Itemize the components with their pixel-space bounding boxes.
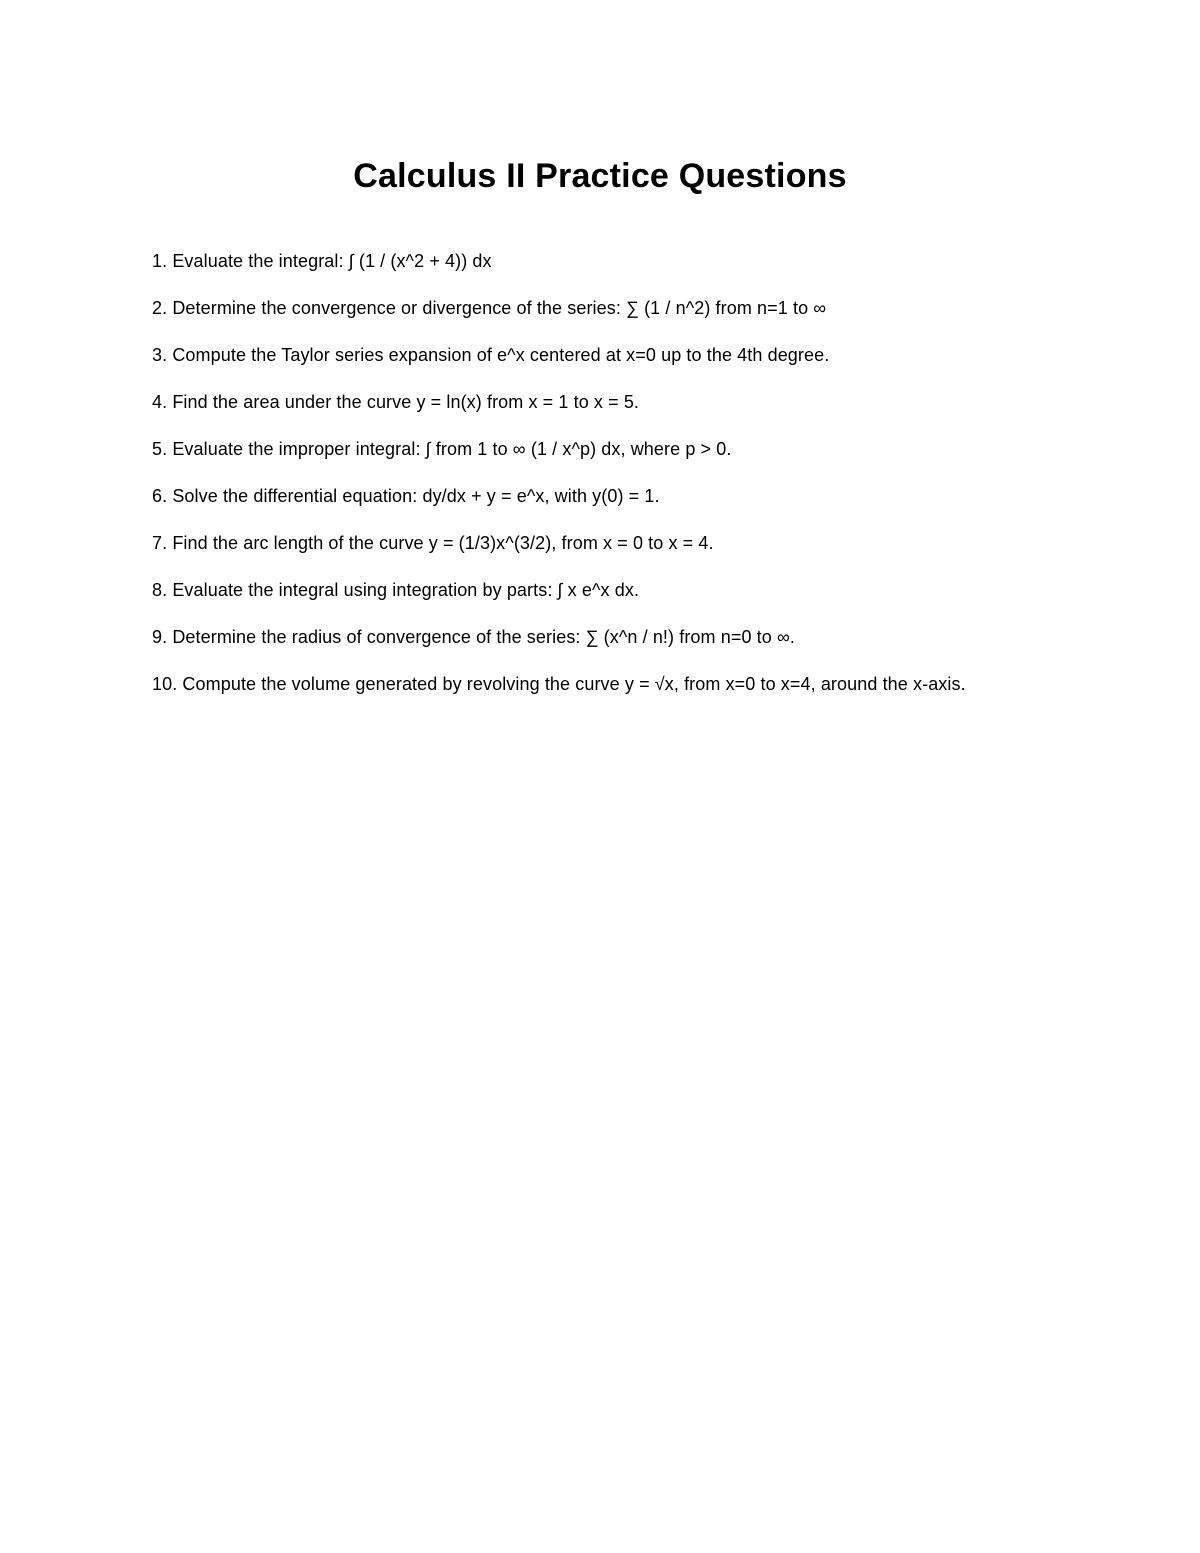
question-item-9: 9. Determine the radius of convergence of the series: ∑ (x^n / n!) from n=0 to ∞. [152, 627, 796, 647]
question-item-6: 6. Solve the differential equation: dy/dx + y = e^x, with y(0) = 1. [152, 486, 660, 506]
question-item-3: 3. Compute the Taylor series expansion of e^x centered at x=0 up to the 4th degree. [152, 345, 830, 365]
question-list [152, 248, 1152, 718]
question-item-1: 1. Evaluate the integral: ∫ (1 / (x^2 + 4)) dx [152, 251, 492, 271]
question-item-5: 5. Evaluate the improper integral: ∫ from 1 to ∞ (1 / x^p) dx, where p > 0. [152, 439, 732, 459]
question-item-4: 4. Find the area under the curve y = ln(x) from x = 1 to x = 5. [152, 392, 640, 412]
page-title: Calculus II Practice Questions [353, 157, 847, 195]
question-item-8: 8. Evaluate the integral using integration by parts: ∫ x e^x dx. [152, 580, 640, 600]
question-item-7: 7. Find the arc length of the curve y = (1/3)x^(3/2), from x = 0 to x = 4. [152, 533, 714, 553]
question-item-10: 10. Compute the volume generated by revolving the curve y = √x, from x=0 to x=4, around the x-axis. [152, 674, 966, 694]
question-item-2: 2. Determine the convergence or divergence of the series: ∑ (1 / n^2) from n=1 to ∞ [152, 298, 827, 318]
